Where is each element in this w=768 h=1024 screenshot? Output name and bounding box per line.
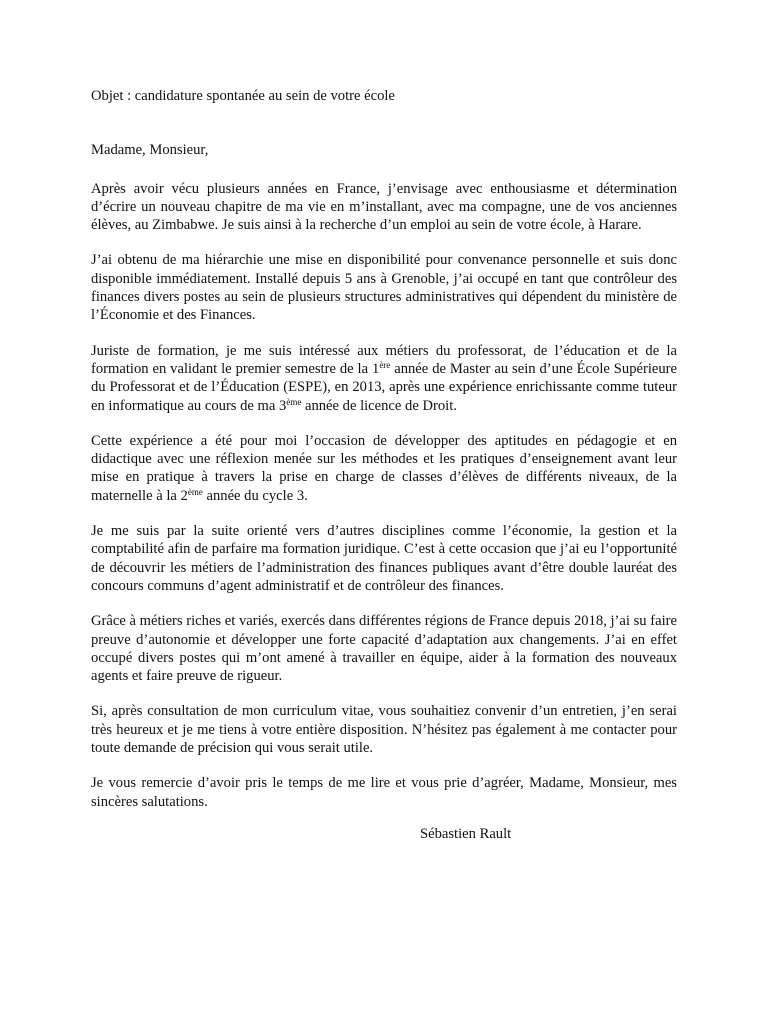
paragraph-availability: J’ai obtenu de ma hiérarchie une mise en disponibilité pour convenance personnelle et suis donc disponible immédiatement. Installé depuis 5 ans à Grenoble, j’ai occupé en tant que contrôleur des finances divers postes au sein de plusieurs structures administratives qui dépendent du ministère de l’Économie et des Finances. [91, 252, 677, 324]
paragraph-education-part-3: année de licence de Droit. [301, 397, 457, 414]
paragraph-closing: Je vous remercie d’avoir pris le temps de me lire et vous prie d’agréer, Madame, Monsieur, mes sincères salutations. [91, 775, 677, 810]
paragraph-interview: Si, après consultation de mon curriculum vitae, vous souhaitiez convenir d’un entretien, j’en serai très heureux et je me tiens à votre entière disposition. N’hésitez pas également à me contacter pour toute demande de précision qui vous serait utile. [91, 703, 677, 757]
paragraph-experience [91, 432, 677, 505]
paragraph-skills: Grâce à métiers riches et variés, exercés dans différentes régions de France depuis 2018, j’ai su faire preuve d’autonomie et développer une forte capacité d’adaptation aux changements. J’ai en effet occupé divers postes qui m’ont amené à travailler en équipe, aider à la formation des nouveaux agents et faire preuve de rigueur. [91, 613, 677, 685]
letter-body [91, 87, 677, 811]
paragraph-education-part-2: année de Master au sein d’une École Supérieure du Professorat et de l’Éducation (ESPE), en 2013, après une expérience enrichissante comme tuteur en informatique au cours de ma 3 [91, 360, 677, 414]
paragraph-experience-part-1: Cette expérience a été pour moi l’occasion de développer des aptitudes en pédagogie et en didactique avec une réflexion menée sur les méthodes et les pratiques d’enseignement avant leur mise en pratique à travers la prise en charge de classes d’élèves de différents niveaux, de la maternelle à la 2 [91, 432, 677, 504]
ordinal-superscript: ème [286, 396, 302, 407]
ordinal-superscript: ème [187, 486, 203, 497]
letter-subject: Objet : candidature spontanée au sein de votre école [91, 88, 395, 104]
paragraph-education [91, 342, 677, 415]
paragraph-education-part-1: Juriste de formation, je me suis intéressé aux métiers du professorat, de l’éducation et de la formation en validant le premier semestre de la 1 [91, 342, 677, 377]
paragraph-motivation: Après avoir vécu plusieurs années en France, j’envisage avec enthousiasme et détermination d’écrire un nouveau chapitre de ma vie en m’installant, avec ma compagne, une de vos anciennes élèves, au Zimbabwe. Je suis ainsi à la recherche d’un emploi au sein de votre école, à Harare. [91, 180, 677, 234]
letter-salutation: Madame, Monsieur, [91, 142, 209, 159]
paragraph-career: Je me suis par la suite orienté vers d’autres disciplines comme l’économie, la gestion et la comptabilité afin de parfaire ma formation juridique. C’est à cette occasion que j’ai eu l’opportunité de découvrir les métiers de l’administration des finances publiques avant d’être double lauréat des concours communs d’agent administratif et de contrôleur des finances. [91, 523, 677, 594]
ordinal-superscript: ère [379, 359, 391, 370]
paragraph-experience-part-2: année du cycle 3. [202, 487, 308, 504]
signature: Sébastien Rault [420, 826, 512, 842]
